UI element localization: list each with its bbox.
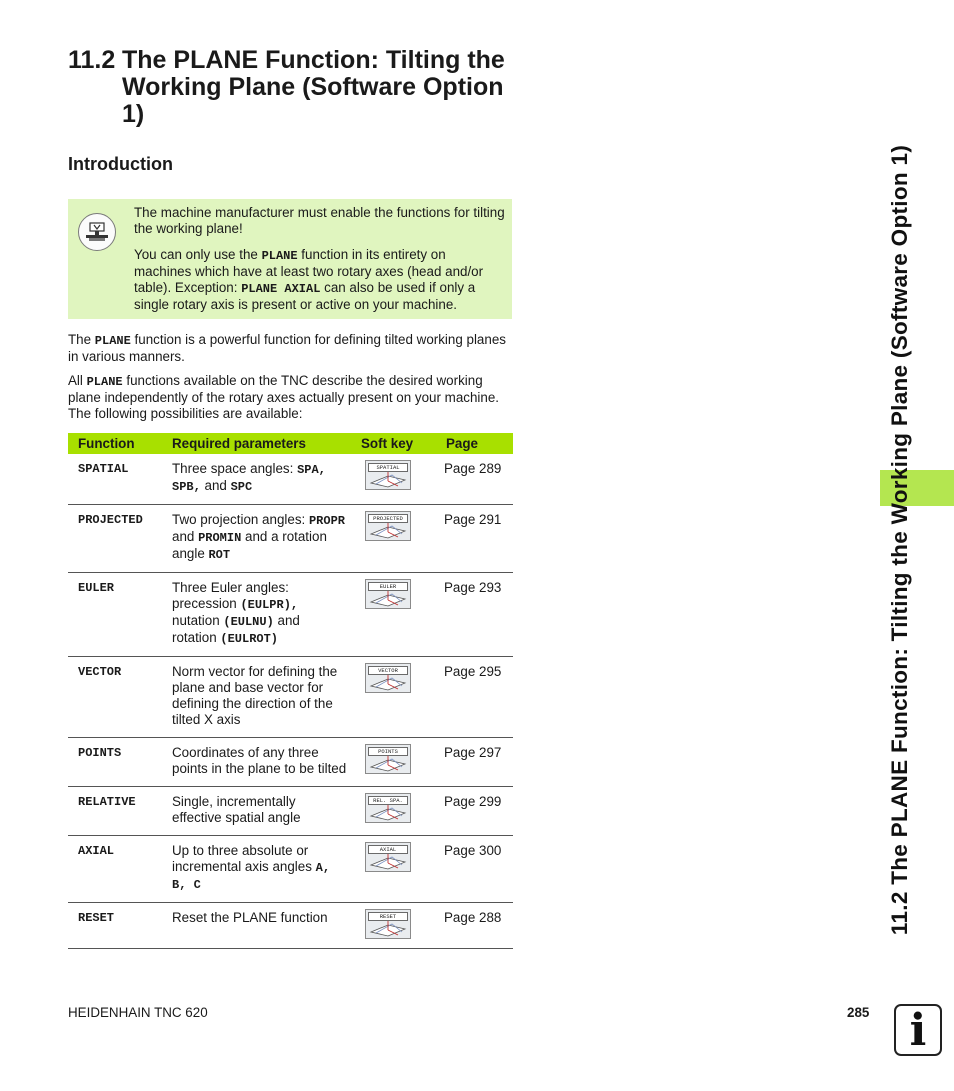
page-reference: Page 291 bbox=[436, 505, 513, 573]
parameter-text: Three Euler angles: precession bbox=[172, 580, 289, 611]
code-plane: PLANE bbox=[86, 375, 123, 389]
function-name: AXIAL bbox=[68, 836, 162, 903]
parameter-text: and bbox=[200, 478, 231, 493]
parameter-text: Coordinates of any three points in the plane to be tilted bbox=[172, 745, 347, 776]
side-title-text: 11.2 The PLANE Function: Tilting the Working Plane (Software Option 1) bbox=[887, 144, 912, 936]
soft-key-label: PROJECTED bbox=[368, 514, 408, 523]
table-row bbox=[68, 836, 513, 903]
required-parameters bbox=[162, 454, 351, 505]
table-row bbox=[68, 573, 513, 657]
code-plane-axial: PLANE AXIAL bbox=[241, 282, 321, 296]
required-parameters bbox=[162, 836, 351, 903]
plane-functions-table bbox=[68, 433, 513, 949]
note-paragraph-1: The machine manufacturer must enable the functions for tilting the working plane! bbox=[134, 205, 505, 236]
page-reference: Page 293 bbox=[436, 573, 513, 657]
footer-product: HEIDENHAIN TNC 620 bbox=[68, 1005, 208, 1020]
text-run: function is a powerful function for defining tilted working planes in various manners. bbox=[68, 332, 506, 364]
function-name: RESET bbox=[68, 903, 162, 949]
text-run: The bbox=[68, 332, 95, 347]
table-row bbox=[68, 903, 513, 949]
required-parameters bbox=[162, 657, 351, 738]
table-row bbox=[68, 454, 513, 505]
soft-key-icon bbox=[365, 909, 411, 939]
manufacturer-note bbox=[68, 199, 512, 319]
page-reference: Page 300 bbox=[436, 836, 513, 903]
page-reference: Page 288 bbox=[436, 903, 513, 949]
parameter-text: and a rotation angle bbox=[172, 529, 327, 561]
soft-key-label: VECTOR bbox=[368, 666, 408, 675]
parameter-text: nutation bbox=[172, 613, 224, 628]
function-name: PROJECTED bbox=[68, 505, 162, 573]
soft-key-label: RESET bbox=[368, 912, 408, 921]
parameter-code: (EULROT) bbox=[220, 632, 278, 646]
table-header-row bbox=[68, 433, 513, 454]
soft-key-cell bbox=[351, 787, 436, 836]
parameter-code: ROT bbox=[208, 548, 231, 562]
parameter-code: SPC bbox=[230, 480, 253, 494]
section-heading bbox=[68, 47, 508, 128]
parameter-code: PROMIN bbox=[198, 531, 242, 545]
soft-key-icon bbox=[365, 842, 411, 872]
soft-key-cell bbox=[351, 454, 436, 505]
soft-key-icon bbox=[365, 663, 411, 693]
function-name: VECTOR bbox=[68, 657, 162, 738]
function-name: SPATIAL bbox=[68, 454, 162, 505]
note-text-run: You can only use the bbox=[134, 247, 262, 262]
soft-key-label: SPATIAL bbox=[368, 463, 408, 472]
parameter-code: A, B, C bbox=[172, 861, 331, 892]
note-paragraph-2 bbox=[134, 247, 506, 313]
soft-key-icon bbox=[365, 793, 411, 823]
table-row bbox=[68, 505, 513, 573]
parameter-text: Up to three absolute or incremental axis angles bbox=[172, 843, 316, 874]
paragraph-plane-intro bbox=[68, 332, 512, 365]
header-parameters: Required parameters bbox=[162, 433, 351, 454]
soft-key-icon bbox=[365, 460, 411, 490]
info-icon: i bbox=[894, 1004, 942, 1056]
soft-key-icon bbox=[365, 511, 411, 541]
parameter-text: Two projection angles: bbox=[172, 512, 309, 527]
page-number: 285 bbox=[847, 1005, 870, 1020]
text-run: functions available on the TNC describe the desired working plane independently of the rotary axes actually present on your machine. The following possibilities are available: bbox=[68, 373, 499, 421]
note-text-run: can also be used if only a single rotary axis is present or active on your machine. bbox=[134, 280, 476, 312]
text-run: All bbox=[68, 373, 87, 388]
parameter-text: and rotation bbox=[172, 613, 300, 645]
page-reference: Page 295 bbox=[436, 657, 513, 738]
parameter-text: Single, incrementally effective spatial angle bbox=[172, 794, 301, 825]
machine-note-icon bbox=[78, 213, 116, 251]
parameter-text: Norm vector for defining the plane and base vector for defining the direction of the tilted X axis bbox=[172, 664, 338, 727]
required-parameters bbox=[162, 505, 351, 573]
function-name: POINTS bbox=[68, 738, 162, 787]
function-name: RELATIVE bbox=[68, 787, 162, 836]
required-parameters bbox=[162, 738, 351, 787]
required-parameters bbox=[162, 787, 351, 836]
soft-key-cell bbox=[351, 738, 436, 787]
soft-key-label: POINTS bbox=[368, 747, 408, 756]
soft-key-label: EULER bbox=[368, 582, 408, 591]
soft-key-icon bbox=[365, 744, 411, 774]
table-row bbox=[68, 787, 513, 836]
section-number: 11.2 bbox=[68, 46, 116, 74]
page-reference: Page 289 bbox=[436, 454, 513, 505]
function-name: EULER bbox=[68, 573, 162, 657]
parameter-code: (EULPR), bbox=[240, 598, 299, 612]
note-text bbox=[134, 205, 506, 323]
soft-key-icon bbox=[365, 579, 411, 609]
table-row bbox=[68, 657, 513, 738]
parameter-text: and bbox=[172, 529, 199, 544]
parameter-text: Three space angles: bbox=[172, 461, 298, 476]
parameter-text: Reset the PLANE function bbox=[172, 910, 328, 925]
page-reference: Page 299 bbox=[436, 787, 513, 836]
parameter-code: SPA, SPB, bbox=[172, 463, 326, 494]
soft-key-cell bbox=[351, 657, 436, 738]
header-soft-key: Soft key bbox=[351, 433, 436, 454]
note-text-run: function in its entirety on machines which have at least two rotary axes (head and/or table). Exception: bbox=[134, 247, 484, 295]
parameter-code: PROPR bbox=[308, 514, 345, 528]
soft-key-label: REL. SPA. bbox=[368, 796, 408, 805]
section-title: The PLANE Function: Tilting the Working Plane (Software Option 1) bbox=[122, 46, 505, 128]
code-plane: PLANE bbox=[261, 249, 298, 263]
header-function: Function bbox=[68, 433, 162, 454]
header-page: Page bbox=[436, 433, 513, 454]
required-parameters bbox=[162, 573, 351, 657]
soft-key-label: AXIAL bbox=[368, 845, 408, 854]
paragraph-plane-functions bbox=[68, 373, 512, 422]
soft-key-cell bbox=[351, 573, 436, 657]
page-reference: Page 297 bbox=[436, 738, 513, 787]
soft-key-cell bbox=[351, 505, 436, 573]
soft-key-cell bbox=[351, 836, 436, 903]
soft-key-cell bbox=[351, 903, 436, 949]
parameter-code: (EULNU) bbox=[223, 615, 274, 629]
required-parameters bbox=[162, 903, 351, 949]
table-row bbox=[68, 738, 513, 787]
subheading: Introduction bbox=[68, 154, 173, 174]
code-plane: PLANE bbox=[94, 334, 131, 348]
